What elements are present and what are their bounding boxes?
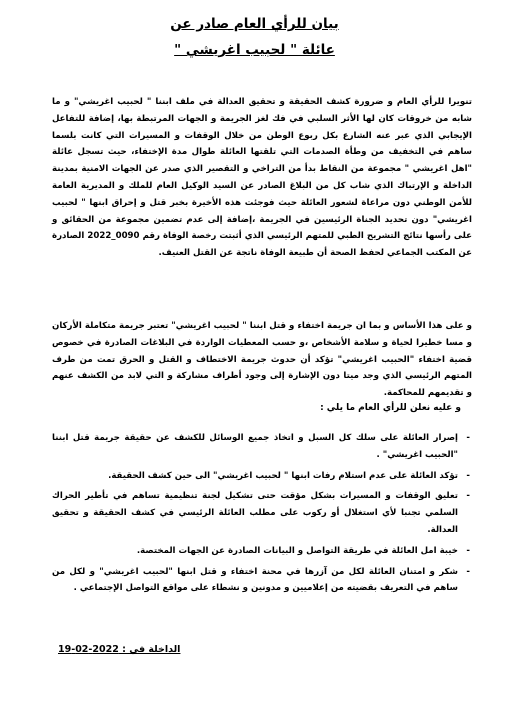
list-item: - تؤكد العائلة على عدم استلام رفات ابنها " لحبيب اغريشي" الى حين كشف الحقيقة. [52,468,472,485]
announcement-intro: و عليه نعلن للرأي العام ما يلي : [320,403,461,413]
paragraph-basis: و على هذا الأساس و بما ان جريمة اختفاء و قتل ابننا " لحبيب اغريشي" تعتبر جريمة متكاملة الأركان و مسا خطيرا لحياة و سلامة الأشخاص ،و حسب المعطيات الواردة في البلاغات الصادرة في خصوص قضية اختفاء "الحبيب اغريشي" تؤكد أن حدوث جريمة الاختطاف و القتل و الحرق تمت من طرف المتهم الرئيسي الذي وجد ميتا دون الإشارة إلى وجود أطراف مشاركة و التي لابد من الكشف عنهم و تقديمهم للمحاكمة. [52,321,472,399]
list-item: - شكر و امتنان العائلة لكل من آزرها في محنة اختفاء و قتل ابنها "لحبيب اغريشي" و لكل من ساهم في التعريف بقضيته من إعلاميين و مدونين و نشطاء على مواقع التواصل الإجتماعي . [52,564,472,598]
list-item: - تعليق الوقفات و المسيرات بشكل مؤقت حتى تشكيل لجنة تنظيمية تساهم في تأطير الحراك السلمي تجنبا لأي استغلال أو ركوب على مطلب العائلة الرئيسي في كشف الحقيقة و تحقيق العدالة. [52,488,472,538]
list-item: - إصرار العائلة على سلك كل السبل و اتخاذ جميع الوسائل للكشف عن حقيقة جريمة قتل ابننا "الحبيب اغريشي" . [52,430,472,464]
demands-list [52,430,472,601]
date-line: الداخلة في : 2022-02-19 [58,644,181,655]
paragraph-intro: تنويرا للرأي العام و ضرورة كشف الحقيقة و تحقيق العدالة في ملف ابننا " لحبيب اغريشي" و ما شابه من خروقات كان لها الأثر السلبي في فك لغز الجريمة و الجهات المرتبطة بها، إضافة للتفاعل الإيجابي الذي عبر عنه الشارع بكل ربوع الوطن من خلال الوقفات و المسيرات التي كانت بلسما ساهم في التخفيف من وطأة الصدمات التي تلقتها العائلة طوال مدة الإختفاء، حيث تسجل عائلة "اهل اغريشي " مجموعة من النقاط بدأ من التراخي و التقصير الذي صدر عن الجهات الامنية بمدينة الداخلة و الإرتباك الذي شاب كل من البلاغ الصادر عن السيد الوكيل العام للملك و المديرية العامة للأمن الوطني دون مراعاة لشعور العائلة حيث فوجئت هذه الأخيرة بخبر قتل و إحراق ابنها " لحبيب اغريشي" دون تحديد الجناة الرئيسين في الجريمة ،إضافة إلى عدم تضمين مجموعة من الحقائق و على رأسها نتائج التشريح الطبي للمتهم الرئيسي الذي أثبتت رخصة الوفاة رقم 0090_2022 الصادرة عن المكتب الجماعي لحفظ الصحة أن طبيعة الوفاة ناتجة عن القتل العنيف. [52,97,472,259]
statement-title: بيان للرأي العام صادر عن [170,16,339,32]
list-item: - خيبة امل العائلة في طريقة التواصل و البيانات الصادرة عن الجهات المختصة. [52,543,472,560]
family-name-title: عائلة " لحبيب اغريشي " [174,42,335,58]
